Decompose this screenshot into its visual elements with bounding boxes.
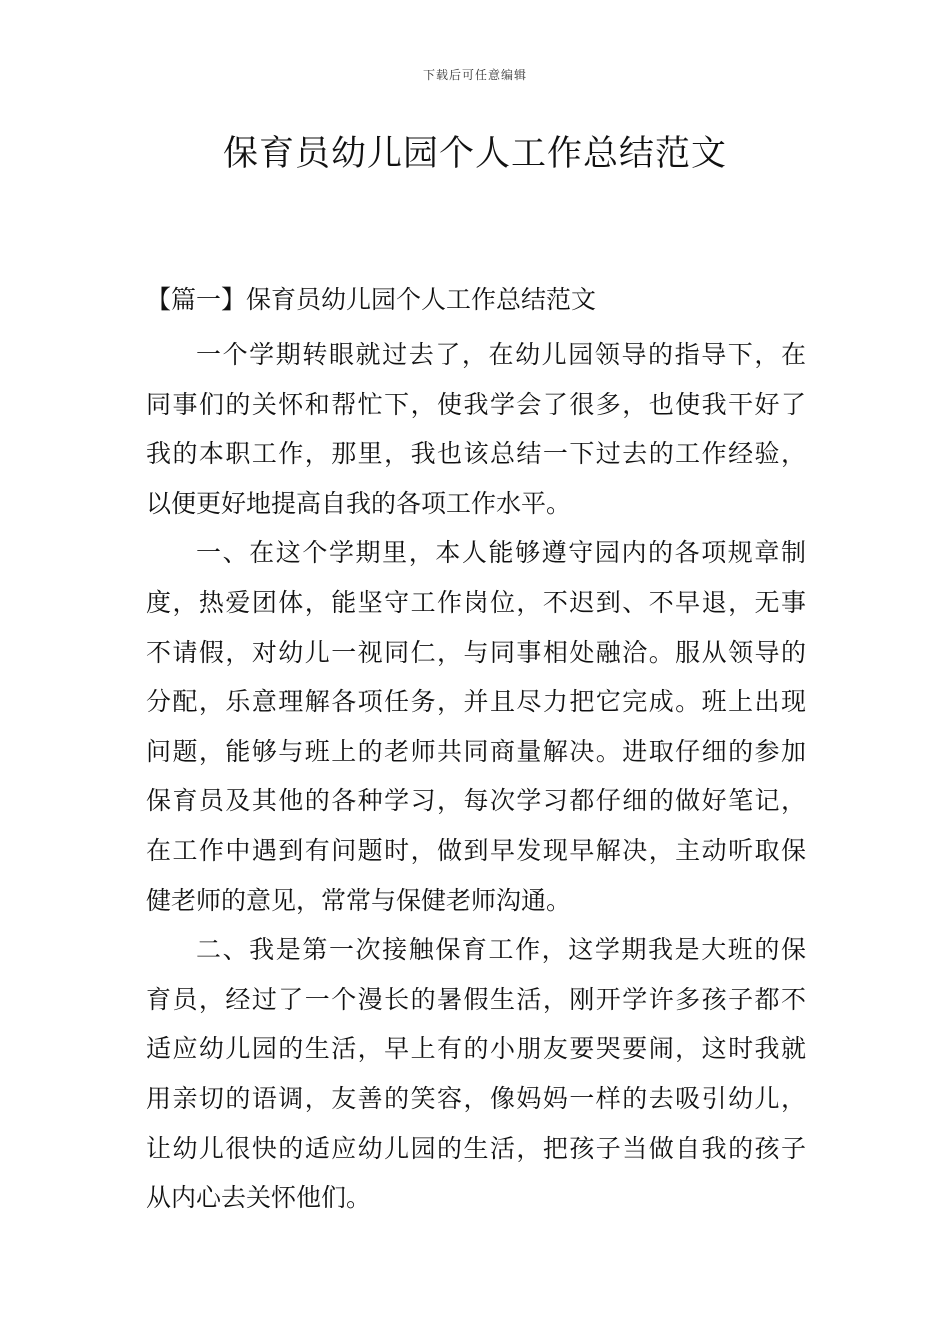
text-line: 度，热爱团体，能坚守工作岗位，不迟到、不早退，无事 <box>146 587 806 617</box>
text-line: 我的本职工作，那里，我也该总结一下过去的工作经验， <box>146 439 806 469</box>
text-line: 不请假，对幼儿一视同仁，与同事相处融洽。服从领导的 <box>146 637 806 667</box>
text-line: 适应幼儿园的生活，早上有的小朋友要哭要闹，这时我就 <box>146 1034 806 1064</box>
paragraph-1 <box>146 330 806 528</box>
text-line: 问题，能够与班上的老师共同商量解决。进取仔细的参加 <box>146 736 806 766</box>
header-note: 下载后可任意编辑 <box>422 68 527 82</box>
text-line: 让幼儿很快的适应幼儿园的生活，把孩子当做自我的孩子 <box>146 1133 806 1163</box>
text-line: 分配，乐意理解各项任务，并且尽力把它完成。班上出现 <box>146 687 806 717</box>
text-line: 二、我是第一次接触保育工作，这学期我是大班的保 <box>196 935 806 965</box>
text-line: 一个学期转眼就过去了，在幼儿园领导的指导下，在 <box>196 340 806 369</box>
document-body <box>146 280 806 1223</box>
text-line: 以便更好地提高自我的各项工作水平。 <box>146 488 572 518</box>
text-line: 健老师的意见，常常与保健老师沟通。 <box>146 885 572 915</box>
text-line: 在工作中遇到有问题时，做到早发现早解决，主动听取保 <box>146 835 806 865</box>
text-line: 用亲切的语调，友善的笑容，像妈妈一样的去吸引幼儿， <box>146 1083 806 1113</box>
text-line: 一、在这个学期里，本人能够遵守园内的各项规章制 <box>196 538 806 568</box>
text-line: 保育员及其他的各种学习，每次学习都仔细的做好笔记， <box>146 786 806 816</box>
document-title: 保育员幼儿园个人工作总结范文 <box>222 134 727 174</box>
text-line: 育员，经过了一个漫长的暑假生活，刚开学许多孩子都不 <box>146 984 806 1014</box>
text-line: 从内心去关怀他们。 <box>146 1183 372 1213</box>
paragraph-2 <box>146 528 806 925</box>
text-line: 同事们的关怀和帮忙下，使我学会了很多，也使我干好了 <box>146 389 806 419</box>
paragraph-3 <box>146 925 806 1223</box>
section-heading: 【篇一】保育员幼儿园个人工作总结范文 <box>146 285 597 314</box>
